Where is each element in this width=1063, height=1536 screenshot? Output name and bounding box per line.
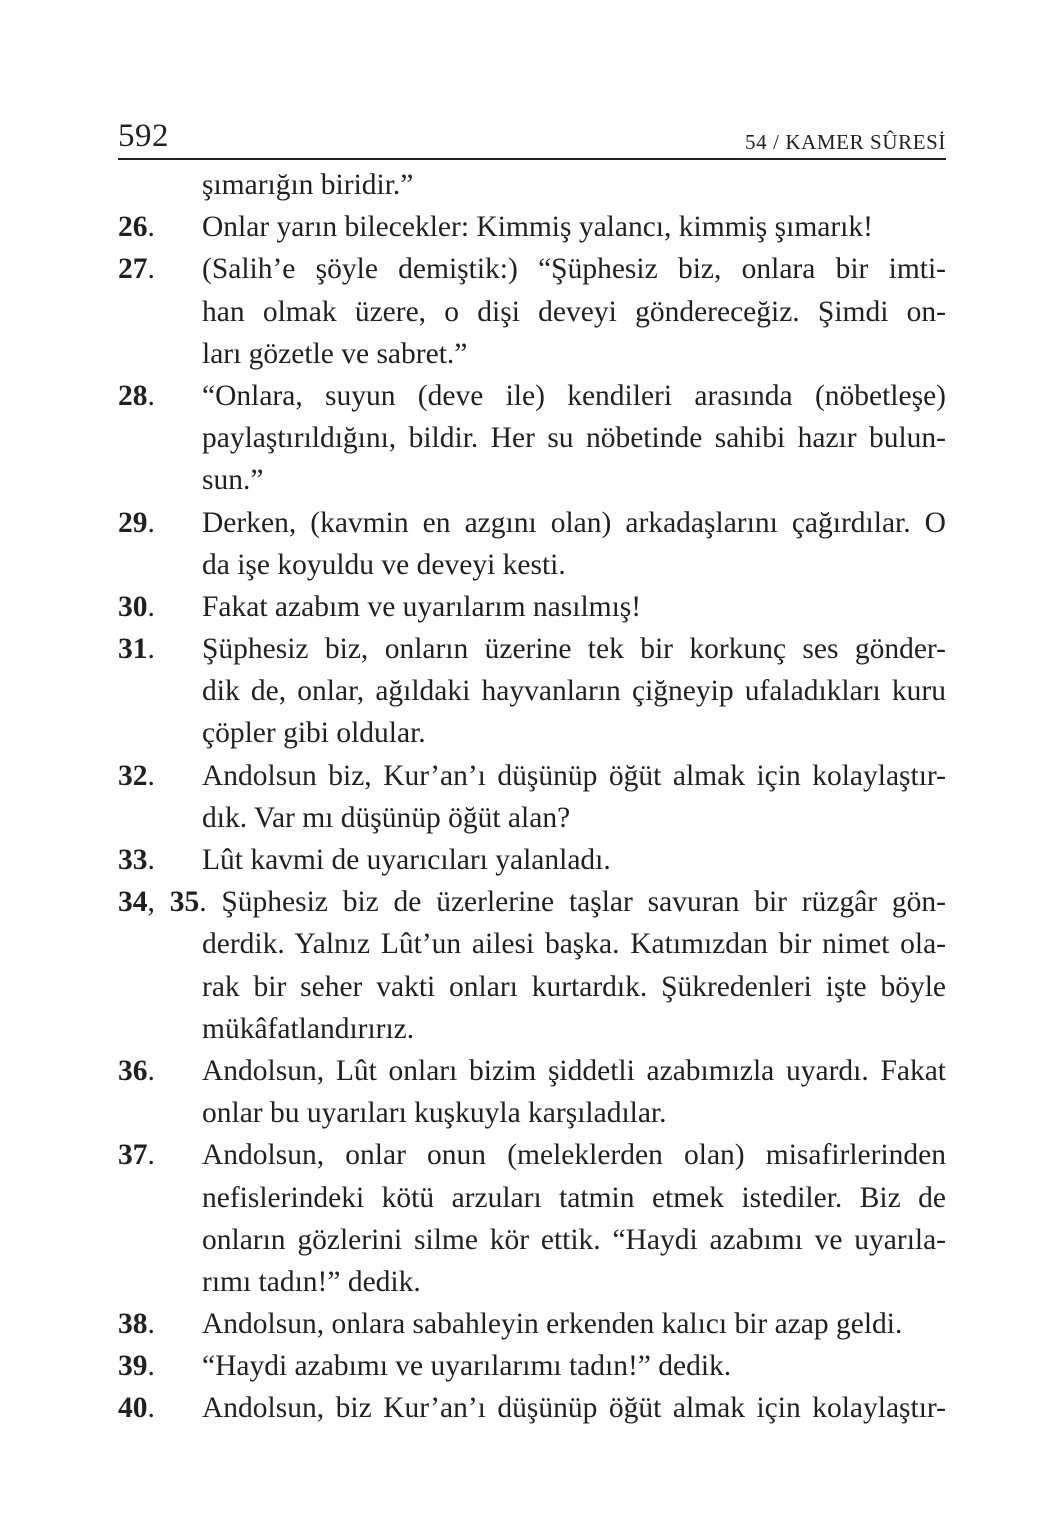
- verse-number-dot: .: [147, 1308, 155, 1341]
- verse-text: dık. Var mı düşünüp öğüt alan?: [202, 801, 571, 834]
- verse-number-value: 26: [118, 211, 148, 244]
- verse-text: rımı tadın!” dedik.: [202, 1265, 421, 1298]
- text-line: [118, 1134, 946, 1176]
- verse-number-value: 28: [118, 379, 148, 412]
- verse-number: 35: [169, 886, 200, 919]
- verse-number-value: 38: [118, 1308, 148, 1341]
- text-line: [118, 881, 946, 923]
- text-line: [118, 206, 946, 248]
- verse-text: Andolsun, onlara sabahleyin erkenden kalıcı bir azap geldi.: [202, 1308, 903, 1341]
- verse-number-value: 32: [118, 759, 148, 792]
- verse-number-dot: .: [147, 633, 155, 666]
- verse-text: Lût kavmi de uyarıcıları yalanladı.: [202, 844, 611, 876]
- text-line: [118, 797, 946, 839]
- verse-text: Şüphesiz biz, onların üzerine tek bir korkunç ses gönder-: [202, 633, 946, 666]
- text-line: [118, 1092, 946, 1134]
- verse-number-dot: .: [147, 506, 155, 539]
- text-line: [118, 839, 946, 881]
- verse-number: [118, 1387, 155, 1429]
- text-line: [118, 670, 946, 712]
- verse-number-dot: .: [147, 379, 155, 412]
- text-line: [118, 333, 946, 375]
- text-line: [118, 248, 946, 290]
- verse-number: [118, 502, 155, 544]
- verse-number-dot: .: [147, 1054, 155, 1087]
- verse-number-value: 27: [118, 253, 148, 286]
- verse-number-dot: .: [147, 590, 155, 623]
- text-line: [118, 1345, 946, 1387]
- verse-number: [118, 206, 155, 248]
- verse-number: [118, 1345, 155, 1387]
- verse-number-value: 36: [118, 1054, 148, 1087]
- verse-number: [118, 755, 155, 797]
- verse-text: Andolsun, Lût onları bizim şiddetli azabımızla uyardı. Fakat: [202, 1054, 946, 1087]
- verse-text: Andolsun, biz Kur’an’ı düşünüp öğüt almak için kolaylaştır-: [202, 1392, 946, 1425]
- verse-number: [118, 628, 155, 670]
- verse-text: “Haydi azabımı ve uyarılarımı tadın!” dedik.: [202, 1350, 732, 1383]
- verse-number: [118, 586, 155, 628]
- verse-number-value: 40: [118, 1392, 148, 1425]
- verse-number-dot: .: [147, 844, 155, 876]
- text-line: [118, 1050, 946, 1092]
- verse-number: [118, 839, 155, 881]
- page-number: 592: [118, 118, 169, 154]
- verse-text: paylaştırıldığını, bildir. Her su nöbetinde sahibi hazır bulun-: [202, 422, 946, 455]
- verse-text: dik de, onlar, ağıldaki hayvanların çiğneyip ufaladıkları kuru: [202, 675, 946, 708]
- verse-text: Andolsun biz, Kur’an’ı düşünüp öğüt almak için kolaylaştır-: [202, 759, 946, 792]
- text-line: [118, 291, 946, 333]
- verse-number: [118, 1134, 155, 1176]
- verse-text: sun.”: [202, 464, 264, 497]
- verse-number-dot: .: [147, 253, 155, 286]
- verse-text: nefislerindeki kötü arzuları tatmin etmek istediler. Biz de: [202, 1181, 946, 1214]
- running-head: 54 / KAMER SÛRESİ: [745, 130, 946, 154]
- text-line: [118, 755, 946, 797]
- text-line: [118, 923, 946, 965]
- text-line: [118, 1387, 946, 1429]
- page-body: [118, 164, 946, 1430]
- verse-number: [118, 375, 155, 417]
- text-line: [118, 1219, 946, 1261]
- verse-text: rak bir seher vakti onları kurtardık. Şükredenleri işte böyle: [202, 970, 946, 1003]
- verse-text-combined: [118, 881, 946, 923]
- text-line: [118, 375, 946, 417]
- verse-number: [118, 248, 155, 290]
- verse-text: da işe koyuldu ve deveyi kesti.: [202, 548, 566, 581]
- verse-number-value: 33: [118, 844, 148, 876]
- verse-number-value: 37: [118, 1139, 148, 1172]
- verse-text: ları gözetle ve sabret.”: [202, 337, 468, 370]
- verse-number: [118, 1303, 155, 1345]
- verse-text: (Salih’e şöyle demiştik:) “Şüphesiz biz, onlara bir imti-: [202, 253, 946, 286]
- verse-text: şımarığın biridir.”: [202, 169, 414, 201]
- verse-text: “Onlara, suyun (deve ile) kendileri arasında (nöbetleşe): [202, 379, 946, 412]
- verse-number-dot: .: [147, 1392, 155, 1425]
- text-line: [118, 1008, 946, 1050]
- verse-number: [118, 1050, 155, 1092]
- verse-number-value: 39: [118, 1350, 148, 1383]
- verse-text: mükâfatlandırırız.: [202, 1012, 415, 1045]
- verse-number-dot: .: [147, 211, 155, 244]
- page-header: [118, 118, 946, 160]
- text-line: [118, 628, 946, 670]
- verse-number-dot: .: [147, 1139, 155, 1172]
- verse-number-dot: .: [147, 1350, 155, 1383]
- text-line: [118, 966, 946, 1008]
- text-line: [118, 417, 946, 459]
- verse-number-value: 31: [118, 633, 148, 666]
- verse-text: Onlar yarın bilecekler: Kimmiş yalancı, kimmiş şımarık!: [202, 211, 873, 244]
- verse-text: . Şüphesiz biz de üzerlerine taşlar savuran bir rüzgâr gön-: [199, 886, 946, 919]
- text-line: [118, 1261, 946, 1303]
- verse-text: onların gözlerini silme kör ettik. “Haydi azabımı ve uyarıla-: [202, 1223, 946, 1256]
- verse-number: 34: [118, 886, 148, 919]
- verse-text: Fakat azabım ve uyarılarım nasılmış!: [202, 590, 642, 623]
- text-line: [118, 459, 946, 501]
- verse-number-value: 30: [118, 590, 148, 623]
- verse-separator: ,: [147, 886, 170, 919]
- verse-text: han olmak üzere, o dişi deveyi göndereceğiz. Şimdi on-: [202, 295, 946, 328]
- text-line: [118, 502, 946, 544]
- verse-text: çöpler gibi oldular.: [202, 717, 426, 750]
- verse-text: Derken, (kavmin en azgını olan) arkadaşlarını çağırdılar. O: [202, 506, 946, 539]
- text-line: [118, 544, 946, 586]
- text-line: [118, 1303, 946, 1345]
- text-line: [118, 164, 946, 206]
- verse-text: onlar bu uyarıları kuşkuyla karşıladılar.: [202, 1097, 667, 1130]
- verse-number-value: 29: [118, 506, 148, 539]
- verse-text: Andolsun, onlar onun (meleklerden olan) misafirlerinden: [202, 1139, 946, 1172]
- verse-number-dot: .: [147, 759, 155, 792]
- text-line: [118, 1177, 946, 1219]
- verse-text: derdik. Yalnız Lût’un ailesi başka. Katımızdan bir nimet ola-: [202, 928, 946, 961]
- text-line: [118, 712, 946, 754]
- text-line: [118, 586, 946, 628]
